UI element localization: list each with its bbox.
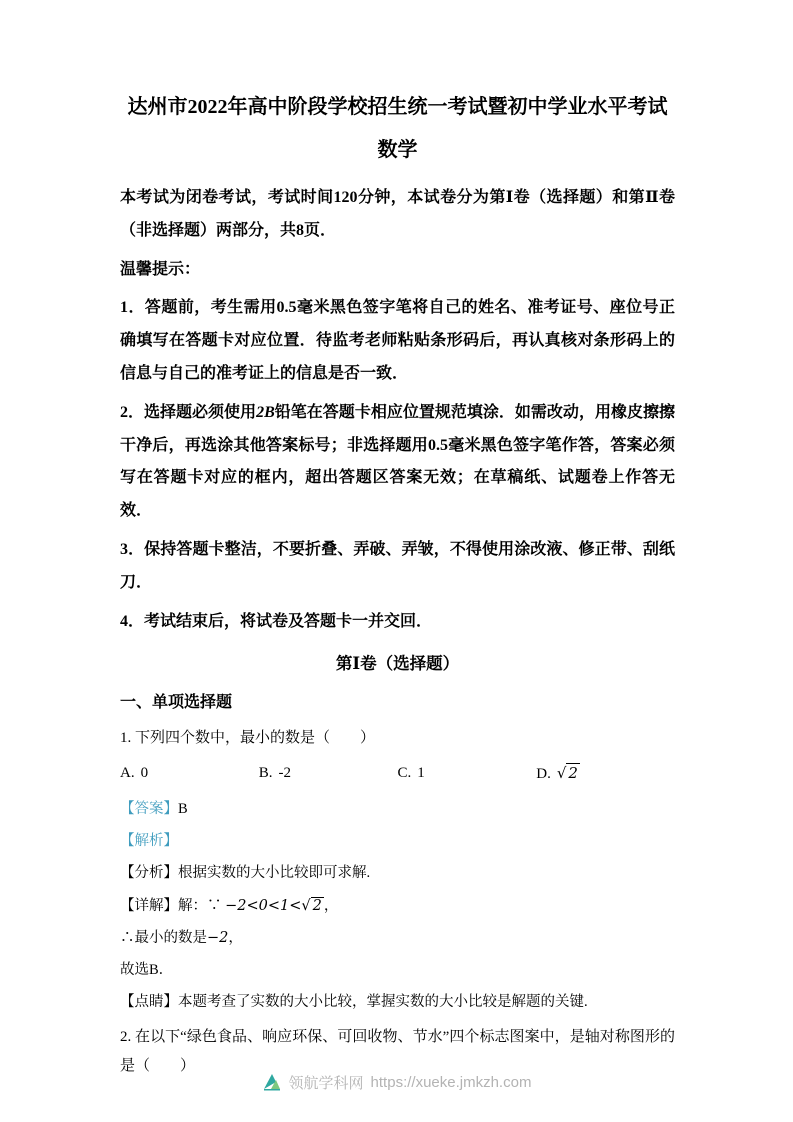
radicand: 2 — [568, 764, 578, 783]
option-c — [398, 759, 537, 789]
note-3: 3．保持答题卡整洁，不要折叠、弄破、弄皱，不得使用涂改液、修正带、刮纸刀． — [120, 540, 675, 591]
footer-site-name: 领航学科网 — [288, 1074, 364, 1092]
option-c-value: 1 — [417, 765, 425, 782]
note-1: 1．答题前，考生需用0.5毫米黑色签字笔将自己的姓名、准考证号、座位号正确填写在答题卡对应位置．待监考老师粘贴条形码后，再认真核对条形码上的信息与自己的准考证上的信息是否一致． — [120, 299, 675, 382]
question-2-text: 2. 在以下“绿色食品、响应环保、可回收物、节水”四个标志图案中，是轴对称图形的是（ ） — [120, 1028, 675, 1074]
option-d-sqrt — [557, 766, 580, 782]
footer-url: https://xueke.jmkzh.com — [370, 1073, 532, 1091]
option-b-value: -2 — [278, 765, 292, 782]
conclusion-math: −2 — [207, 929, 229, 946]
radicand: 2 — [312, 897, 322, 914]
tips-heading: 温馨提示： — [120, 260, 201, 278]
xiangjie-line — [120, 892, 675, 920]
answer-tag: 【答案】 — [120, 800, 178, 817]
doc-title: 达州市2022年高中阶段学校招生统一考试暨初中学业水平考试数学 — [127, 96, 668, 161]
option-c-label: C. — [397, 765, 412, 782]
dianjing-line: 【点睛】本题考查了实数的大小比较，掌握实数的大小比较是解题的关键. — [120, 994, 588, 1011]
note-2-text-pre: 2．选择题必须使用 — [120, 403, 257, 421]
radical-sign: √ — [556, 764, 567, 783]
exam-intro: 本考试为闭卷考试，考试时间120分钟，本试卷分为第Ⅰ卷（选择题）和第Ⅱ卷（非选择题）两部分，共8页． — [120, 189, 675, 239]
note-2 — [120, 397, 675, 528]
question-1-text: 1. 下列四个数中，最小的数是（ ） — [120, 730, 376, 747]
conclusion-post: ， — [228, 929, 243, 946]
jiexi-line — [120, 827, 675, 855]
answer-line — [120, 795, 675, 823]
volume-header: 第Ⅰ卷（选择题） — [335, 654, 460, 674]
jiexi-tag: 【解析】 — [120, 833, 178, 850]
option-a-value: 0 — [140, 765, 149, 782]
guxuan-line: 故选B． — [120, 962, 174, 979]
note-4: 4．考试结束后，将试卷及答题卡一并交回． — [120, 612, 433, 630]
option-a-label: A. — [120, 765, 135, 782]
note-2-emphasis: 2B — [256, 403, 275, 421]
note-2-text-post: 铅笔在答题卡相应位置规范填涂．如需改动，用橡皮擦擦干净后，再选涂其他答案标号；非选择题用0.5毫米黑色签字笔作答，答案必须写在答题卡对应的框内，超出答题区答案无效；在草稿纸、试题卷上作答无效． — [120, 403, 675, 520]
option-a — [120, 759, 259, 789]
option-b — [259, 759, 398, 789]
question-1-options — [120, 759, 675, 789]
option-d-label: D. — [536, 766, 551, 783]
xiangjie-inequality: −2<0<1< — [225, 897, 302, 914]
option-b-label: B. — [258, 765, 273, 782]
site-logo-icon — [262, 1072, 282, 1092]
page-footer — [0, 1072, 793, 1097]
option-d — [536, 759, 675, 789]
radical-sign: √ — [301, 897, 311, 914]
conclusion-line — [120, 924, 675, 952]
xiangjie-prefix: 【详解】解：∵ — [120, 897, 226, 914]
fenxi-line: 【分析】根据实数的大小比较即可求解. — [120, 865, 371, 882]
xiangjie-sqrt — [301, 897, 323, 914]
question-1-solution — [120, 795, 675, 1017]
section-header: 一、单项选择题 — [120, 693, 233, 711]
conclusion-pre: ∴最小的数是 — [120, 929, 207, 946]
xiangjie-comma: ， — [323, 897, 339, 914]
answer-value: B — [178, 800, 188, 817]
